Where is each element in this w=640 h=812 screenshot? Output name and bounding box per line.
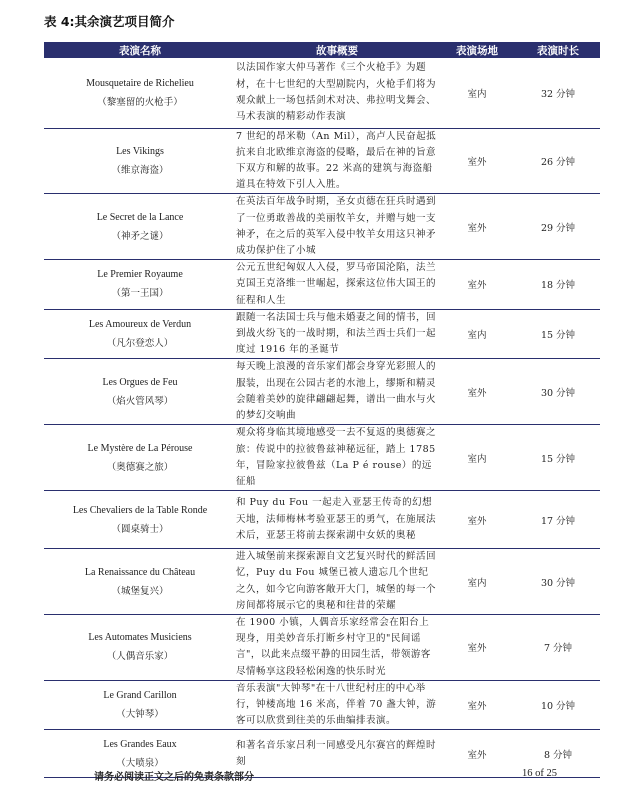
table-row [44, 680, 600, 730]
story-summary: 和著名音乐家吕利一同感受凡尔赛宫的辉煌时刻 [236, 730, 438, 778]
duration-cell: 30 分钟 [516, 359, 600, 425]
show-name-french: Les Amoureux de Verdun [88, 319, 192, 331]
performance-table [44, 42, 600, 778]
duration-cell: 26 分钟 [516, 128, 600, 194]
story-summary: 音乐表演"大钟琴"在十八世纪村庄的中心举行，钟楼高地 16 米高，伴着 70 盏大钟，游客可以欣赏到往美的乐曲编排表演。 [236, 680, 438, 730]
table-header-row [44, 42, 600, 58]
venue-cell: 室内 [438, 309, 516, 359]
venue-cell: 室外 [438, 260, 516, 310]
story-summary: 在英法百年战争时期，圣女贞德在狂兵时遇到了一位勇敢善战的美丽牧羊女，并赠与她一支神矛，在之后的英军入侵中牧羊女用这只神矛成功保护住了小城 [236, 194, 438, 260]
show-name-french: Les Chevaliers de la Table Ronde [72, 504, 208, 516]
duration-cell: 7 分钟 [516, 614, 600, 680]
venue-cell: 室内 [438, 58, 516, 128]
venue-cell: 室内 [438, 425, 516, 491]
story-summary: 以法国作家大仲马著作《三个火枪手》为题材，在十七世纪的大型剧院内，火枪手们将为观众献上一场包括剑术对决、弗拉明戈舞会、马术表演的精彩动作表演 [236, 58, 438, 128]
show-name-french: Les Orgues de Feu [102, 376, 178, 388]
show-name-cell [44, 491, 236, 549]
duration-cell: 15 分钟 [516, 425, 600, 491]
duration-cell: 8 分钟 [516, 730, 600, 778]
show-name-french: Les Automates Musiciens [88, 632, 192, 644]
show-name-cell [44, 58, 236, 128]
duration-cell: 17 分钟 [516, 491, 600, 549]
story-summary: 公元五世纪匈奴人入侵，罗马帝国沦陷，法兰克国王克洛维一世崛起，探索这位伟大国王的征程和人生 [236, 260, 438, 310]
header-venue: 表演场地 [438, 42, 516, 58]
show-name-french: Le Secret de la Lance [96, 211, 184, 223]
show-name-french: Le Mystère de La Pérouse [87, 442, 193, 454]
show-name-cell [44, 425, 236, 491]
story-summary: 和 Puy du Fou 一起走入亚瑟王传奇的幻想天地，法师梅林考验亚瑟王的勇气，在施展法术后，亚瑟王将前去探索湖中女妖的奥秘 [236, 491, 438, 549]
table-row [44, 58, 600, 128]
table-row [44, 128, 600, 194]
table-row [44, 425, 600, 491]
duration-cell: 29 分钟 [516, 194, 600, 260]
show-name-cell [44, 128, 236, 194]
show-name-chinese: （奥德赛之旅） [106, 461, 174, 473]
venue-cell: 室外 [438, 491, 516, 549]
show-name-chinese: （第一王国） [111, 288, 169, 300]
table-row [44, 194, 600, 260]
show-name-french: Les Vikings [116, 145, 164, 157]
show-name-chinese: （人偶音乐家） [106, 651, 174, 663]
table-row [44, 309, 600, 359]
venue-cell: 室内 [438, 549, 516, 615]
show-name-cell [44, 309, 236, 359]
show-name-cell [44, 194, 236, 260]
show-name-cell [44, 549, 236, 615]
show-name-chinese: （凡尔登恋人） [106, 338, 174, 350]
duration-cell: 10 分钟 [516, 680, 600, 730]
show-name-chinese: （黎塞留的火枪手） [97, 96, 183, 108]
story-summary: 进入城堡前来探索源自文艺复兴时代的鲜活回忆，Puy du Fou 城堡已被人遗忘几个世纪之久，如今它向游客敞开大门，城堡的每一个房间都将展示它的奥秘和往昔的荣耀 [236, 549, 438, 615]
table-row [44, 491, 600, 549]
show-name-chinese: （城堡复兴） [111, 585, 169, 597]
story-summary: 每天晚上浪漫的音乐家们都会身穿光彩照人的服装，出现在公园古老的水池上，缪斯和精灵会随着美妙的旋律翩翩起舞，谱出一曲水与火的梦幻交响曲 [236, 359, 438, 425]
story-summary: 跟随一名法国士兵与他未婚妻之间的情书，回到战火纷飞的一战时期，和法兰西士兵们一起度过 1916 年的圣诞节 [236, 309, 438, 359]
venue-cell: 室外 [438, 614, 516, 680]
story-summary: 在 1900 小镇，人偶音乐家经常会在阳台上现身，用美妙音乐打断乡村守卫的"民间谣言"，以此来点缀平静的田园生活，带领游客尽情畅享这段轻松闲逸的快乐时光 [236, 614, 438, 680]
table-row [44, 614, 600, 680]
venue-cell: 室外 [438, 680, 516, 730]
story-summary: 7 世纪的昂米勒（An Mil），高卢人民奋起抵抗来自北欧维京海盗的侵略，最后在神的旨意下双方和解的故事。22 米高的建筑与海盗船道具在特效下引人入胜。 [236, 128, 438, 194]
show-name-chinese: （大钟琴） [116, 709, 164, 721]
duration-cell: 15 分钟 [516, 309, 600, 359]
header-name: 表演名称 [44, 42, 236, 58]
venue-cell: 室外 [438, 128, 516, 194]
show-name-cell [44, 260, 236, 310]
disclaimer-note: 请务必阅读正文之后的免责条款部分 [94, 772, 254, 783]
show-name-cell [44, 680, 236, 730]
show-name-french: Mousquetaire de Richelieu [86, 77, 194, 89]
duration-cell: 18 分钟 [516, 260, 600, 310]
show-name-french: Le Grand Carillon [103, 690, 177, 702]
show-name-cell [44, 359, 236, 425]
venue-cell: 室外 [438, 730, 516, 778]
header-story: 故事概要 [236, 42, 438, 58]
duration-cell: 30 分钟 [516, 549, 600, 615]
show-name-chinese: （圆桌骑士） [111, 523, 169, 535]
duration-cell: 32 分钟 [516, 58, 600, 128]
page-number: 16 of 25 [522, 768, 557, 779]
show-name-chinese: （神矛之谜） [111, 230, 169, 242]
show-name-chinese: （焰火管风琴） [106, 395, 174, 407]
show-name-french: La Renaissance du Château [84, 566, 196, 578]
show-name-chinese: （维京海盗） [111, 164, 169, 176]
story-summary: 观众将身临其境地感受一去不复返的奥德赛之旅：传说中的拉彼鲁兹神秘远征，踏上 1785 年，冒险家拉彼鲁兹（La P é rouse）的远征船 [236, 425, 438, 491]
show-name-french: Les Grandes Eaux [103, 738, 177, 750]
show-name-chinese: （大喷泉） [116, 757, 164, 769]
header-duration: 表演时长 [516, 42, 600, 58]
venue-cell: 室外 [438, 359, 516, 425]
table-row [44, 260, 600, 310]
table-caption: 表 4:其余演艺项目简介 [44, 14, 175, 29]
venue-cell: 室外 [438, 194, 516, 260]
show-name-french: Le Premier Royaume [97, 269, 183, 281]
show-name-cell [44, 614, 236, 680]
table-row [44, 359, 600, 425]
table-row [44, 549, 600, 615]
